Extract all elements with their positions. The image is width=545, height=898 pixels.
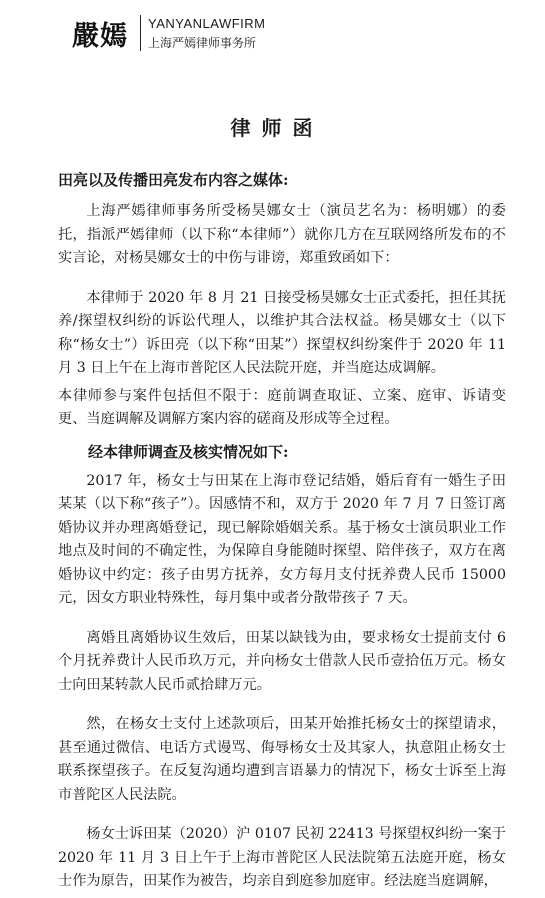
paragraph-gap [58,275,506,287]
paragraph-gap [58,811,506,823]
document-title: 律 师 函 [230,116,315,140]
paragraph-scope: 本律师参与案件包括但不限于：庭前调查取证、立案、庭审、诉请变更、当庭调解及调解方案内容的磋商及形成等全过程。 [58,387,506,427]
firm-name-chinese: 上海严嫣律师事务所 [148,36,257,50]
logo-divider [140,15,141,51]
letter-body [58,168,506,898]
paragraph-gap [58,615,506,627]
paragraph-background: 2017 年，杨女士与田某在上海市登记结婚，婚后育有一婚生子田某某（以下称“孩子”）。因感情不和，双方于 2020 年 7 月 7 日签订离婚协议并办理离婚登记，现已解除婚姻关系。基于杨女士演员职业工作地点及时间的不确定性，为保障自身能随时探望、陪伴孩子，双方在离婚协议中约定：孩子由男方抚养，女方每月支付抚养费人民币 15000 元，因女方职业特殊性，每月集中或者分散带孩子 7 天。 [58,472,506,606]
paragraph-dispute: 然，在杨女士支付上述款项后，田某开始推托杨女士的探望请求，甚至通过微信、电话方式谩骂、侮辱杨女士及其家人，执意阻止杨女士联系探望孩子。在反复沟通均遭到言语暴力的情况下，杨女士诉至上海市普陀区人民法院。 [58,716,506,803]
addressee: 田亮以及传播田亮发布内容之媒体: [58,171,289,189]
paragraph-intro: 上海严嫣律师事务所受杨昊娜女士（演员艺名为：杨明娜）的委托，指派严嫣律师（以下称“本律师”）就你几方在互联网络所发布的不实言论，对杨昊娜女士的中伤与诽谤，郑重致函如下： [58,203,506,266]
paragraph-payment: 离婚且离婚协议生效后，田某以缺钱为由，要求杨女士提前支付 6 个月抚养费计人民币玖万元，并向杨女士借款人民币壹拾伍万元。杨女士向田某转款人民币贰拾肆万元。 [58,629,506,693]
paragraph-gap [58,701,506,713]
paragraph-lawsuit: 杨女士诉田某（2020）沪 0107 民初 22413 号探望权纠纷一案于 2020 年 11 月 3 日上午于上海市普陀区人民法院第五法庭开庭，杨女士作为原告，田某作为被告，均亲自到庭参加庭审。经法庭当庭调解， [58,826,506,889]
section-heading: 经本律师调查及核实情况如下: [88,442,289,461]
firm-logo: 嚴嫣 [72,21,128,52]
firm-name-english: YANYANLAWFIRM [148,16,266,31]
paragraph-engagement: 本律师于 2020 年 8 月 21 日接受杨昊娜女士正式委托，担任其抚养/探望权纠纷的诉讼代理人，以维护其合法权益。杨昊娜女士（以下称“杨女士”）诉田亮（以下称“田某”）探望权纠纷案件于 2020 年 11 月 3 日上午在上海市普陀区人民法院开庭，并当庭达成调解。 [58,289,506,376]
